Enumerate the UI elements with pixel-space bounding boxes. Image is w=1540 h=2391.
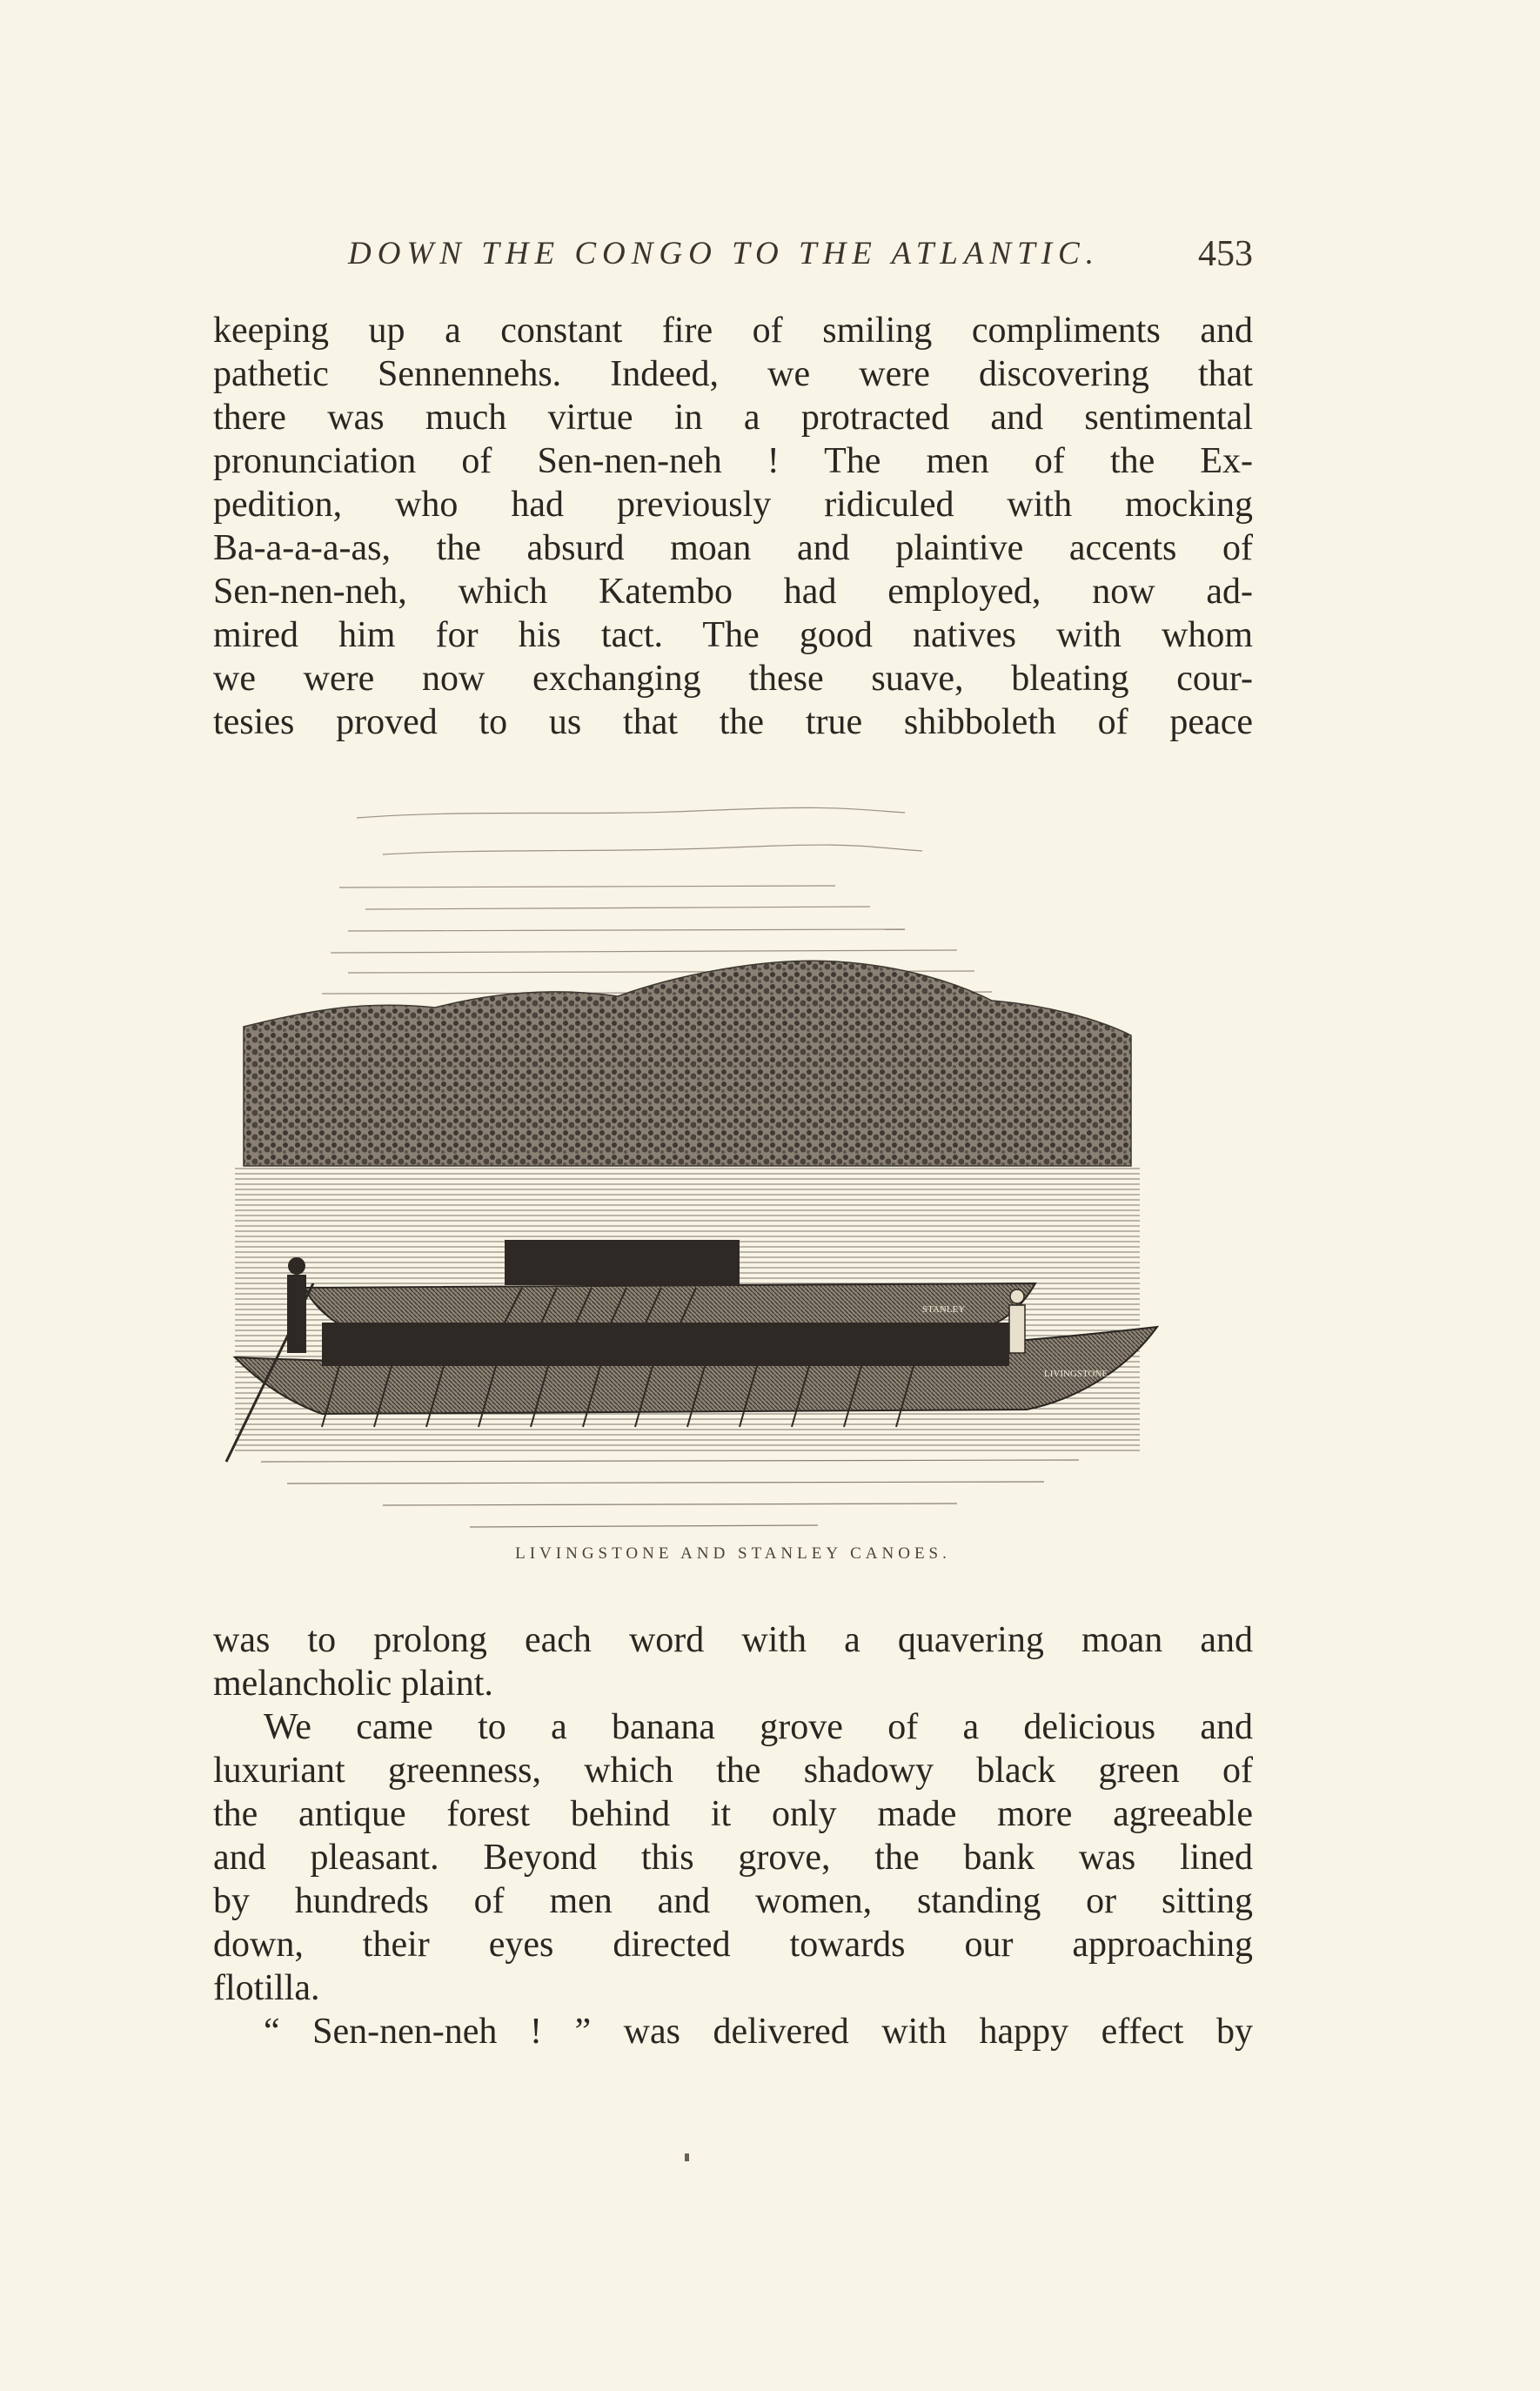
text-line: We came to a banana grove of a delicious and bbox=[264, 1707, 1253, 1747]
text-line: pathetic Sennennehs. Indeed, we were discovering that bbox=[213, 354, 1253, 394]
text-line: “ Sen-nen-neh ! ” was delivered with happy effect by bbox=[264, 2012, 1253, 2052]
back-rowers bbox=[505, 1240, 740, 1285]
text-line: down, their eyes directed towards our approaching bbox=[213, 1925, 1253, 1965]
text-line: the antique forest behind it only made more agreeable bbox=[213, 1794, 1253, 1834]
front-rowers bbox=[322, 1323, 1009, 1366]
text-line: Ba-a-a-a-as, the absurd moan and plaintive accents of bbox=[213, 528, 1253, 568]
text-line: mired him for his tact. The good natives with whom bbox=[213, 615, 1253, 655]
paragraph-top bbox=[213, 309, 1253, 744]
text-line: Sen-nen-neh, which Katembo had employed, now ad- bbox=[213, 572, 1253, 612]
steersman-right bbox=[1009, 1289, 1025, 1353]
engraving-illustration bbox=[209, 800, 1235, 1566]
page-number: 453 bbox=[1198, 234, 1253, 274]
paragraph-bottom bbox=[213, 1618, 1253, 2053]
stanley-canoe-label: STANLEY bbox=[922, 1304, 966, 1315]
figure-caption: LIVINGSTONE AND STANLEY CANOES. bbox=[515, 1544, 951, 1563]
sky-streaks bbox=[322, 807, 992, 994]
text-line: and pleasant. Beyond this grove, the bank was lined bbox=[213, 1838, 1253, 1878]
text-line: flotilla. bbox=[213, 1968, 320, 2008]
text-line: we were now exchanging these suave, bleating cour- bbox=[213, 659, 1253, 699]
text-line: pedition, who had previously ridiculed with mocking bbox=[213, 485, 1253, 525]
text-line: tesies proved to us that the true shibboleth of peace bbox=[213, 702, 1253, 742]
ink-speck bbox=[685, 2153, 689, 2161]
water-lines bbox=[261, 1460, 1079, 1527]
forest-bank bbox=[244, 961, 1131, 1166]
text-line: melancholic plaint. bbox=[213, 1664, 493, 1704]
canoes-engraving bbox=[209, 800, 1235, 1566]
text-line: there was much virtue in a protracted and sentimental bbox=[213, 398, 1253, 438]
running-head bbox=[213, 228, 1253, 280]
text-line: by hundreds of men and women, standing or sitting bbox=[213, 1881, 1253, 1921]
livingstone-canoe-label: LIVINGSTONE bbox=[1044, 1369, 1108, 1379]
running-title: DOWN THE CONGO TO THE ATLANTIC. bbox=[348, 236, 1100, 271]
text-line: pronunciation of Sen-nen-neh ! The men of the Ex- bbox=[213, 441, 1253, 481]
text-line: keeping up a constant fire of smiling compliments and bbox=[213, 311, 1253, 351]
text-line: was to prolong each word with a quavering moan and bbox=[213, 1620, 1253, 1660]
text-line: luxuriant greenness, which the shadowy black green of bbox=[213, 1751, 1253, 1791]
